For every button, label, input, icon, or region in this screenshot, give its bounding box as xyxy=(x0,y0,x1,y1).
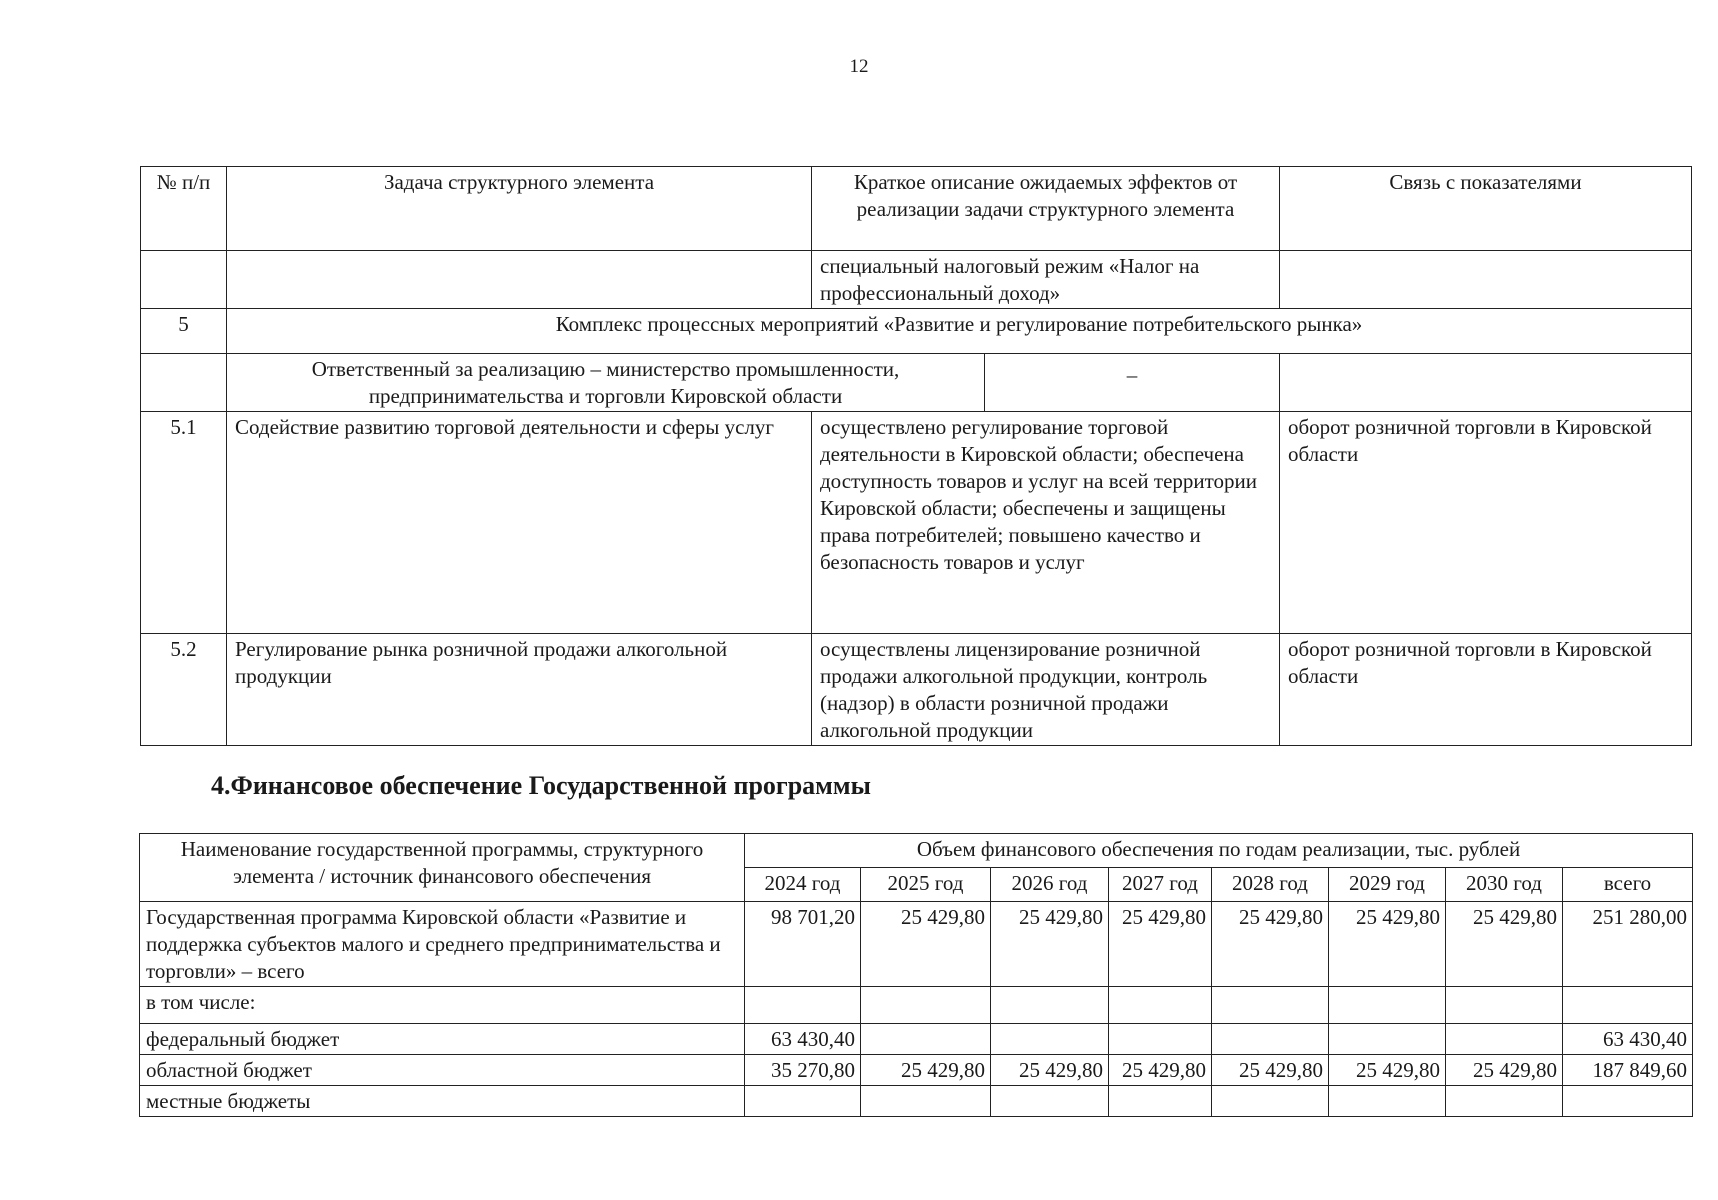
year-header: 2028 год xyxy=(1212,868,1329,902)
finance-value xyxy=(1109,987,1212,1024)
finance-value xyxy=(991,987,1109,1024)
finance-value: 25 429,80 xyxy=(1446,902,1563,987)
finance-value xyxy=(1446,1024,1563,1055)
finance-value xyxy=(1212,987,1329,1024)
section-num: 5 xyxy=(141,309,227,354)
finance-value xyxy=(1446,987,1563,1024)
finance-value xyxy=(745,1086,861,1117)
table-row xyxy=(140,1055,1693,1086)
row-effects: осуществлено регулирование торговой деятельности в Кировской области; обеспечена доступность товаров и услуг на всей территории Кировской области; обеспечены и защищены права потребителей; повышено качество и безопасность товаров и услуг xyxy=(812,412,1280,634)
row-num: 5.2 xyxy=(141,634,227,746)
structure-tasks-table xyxy=(140,166,1692,746)
finance-value xyxy=(1212,1024,1329,1055)
finance-value xyxy=(1563,987,1693,1024)
responsible-row xyxy=(141,354,1692,412)
year-header: 2027 год xyxy=(1109,868,1212,902)
finance-value: 25 429,80 xyxy=(861,902,991,987)
header-link: Связь с показателями xyxy=(1280,167,1692,251)
table-row xyxy=(141,634,1692,746)
table-row xyxy=(140,987,1693,1024)
row-effects: осуществлены лицензирование розничной продажи алкогольной продукции, контроль (надзор) в области розничной продажи алкогольной продукции xyxy=(812,634,1280,746)
finance-value: 25 429,80 xyxy=(1109,902,1212,987)
table-row xyxy=(141,251,1692,309)
finance-name-header: Наименование государственной программы, структурного элемента / источник финансового обеспечения xyxy=(140,834,745,902)
finance-value xyxy=(1212,1086,1329,1117)
finance-value: 251 280,00 xyxy=(1563,902,1693,987)
finance-value: 25 429,80 xyxy=(861,1055,991,1086)
header-effects: Краткое описание ожидаемых эффектов от реализации задачи структурного элемента xyxy=(812,167,1280,251)
empty-cell xyxy=(141,251,227,309)
finance-value: 25 429,80 xyxy=(1109,1055,1212,1086)
finance-value: 98 701,20 xyxy=(745,902,861,987)
finance-row-name: федеральный бюджет xyxy=(140,1024,745,1055)
responsible-dash: – xyxy=(1126,363,1138,387)
empty-cell xyxy=(1280,251,1692,309)
finance-value: 25 429,80 xyxy=(1329,1055,1446,1086)
finance-row-name: местные бюджеты xyxy=(140,1086,745,1117)
year-header: 2025 год xyxy=(861,868,991,902)
row-link: оборот розничной торговли в Кировской области xyxy=(1280,412,1692,634)
year-header: 2030 год xyxy=(1446,868,1563,902)
finance-value: 25 429,80 xyxy=(1212,902,1329,987)
finance-header-row xyxy=(140,834,1693,868)
finance-value: 25 429,80 xyxy=(1329,902,1446,987)
header-task: Задача структурного элемента xyxy=(227,167,812,251)
empty-cell xyxy=(227,251,812,309)
table-row xyxy=(140,902,1693,987)
continuation-effect: специальный налоговый режим «Налог на профессиональный доход» xyxy=(812,251,1280,309)
year-header: всего xyxy=(1563,868,1693,902)
table-row xyxy=(140,1024,1693,1055)
section-heading: 4.Финансовое обеспечение Государственной программы xyxy=(211,771,871,800)
finance-value: 25 429,80 xyxy=(1212,1055,1329,1086)
finance-value xyxy=(861,987,991,1024)
finance-value xyxy=(1329,1024,1446,1055)
finance-value xyxy=(861,1024,991,1055)
finance-value xyxy=(1329,1086,1446,1117)
header-num: № п/п xyxy=(141,167,227,251)
finance-value xyxy=(991,1086,1109,1117)
finance-value: 63 430,40 xyxy=(745,1024,861,1055)
year-header: 2024 год xyxy=(745,868,861,902)
finance-value xyxy=(1109,1086,1212,1117)
page-number: 12 xyxy=(849,56,869,77)
finance-row-name: областной бюджет xyxy=(140,1055,745,1086)
responsible-text: Ответственный за реализацию – министерство промышленности, предпринимательства и торговли Кировской области xyxy=(227,354,985,411)
empty-cell xyxy=(1280,354,1692,412)
finance-value xyxy=(1563,1086,1693,1117)
row-task: Регулирование рынка розничной продажи алкогольной продукции xyxy=(227,634,812,746)
finance-value xyxy=(1109,1024,1212,1055)
table-header-row xyxy=(141,167,1692,251)
finance-value: 25 429,80 xyxy=(1446,1055,1563,1086)
finance-value xyxy=(861,1086,991,1117)
finance-value: 25 429,80 xyxy=(991,902,1109,987)
empty-cell xyxy=(141,354,227,412)
section-title: Комплекс процессных мероприятий «Развитие и регулирование потребительского рынка» xyxy=(227,309,1692,354)
finance-value xyxy=(745,987,861,1024)
row-task: Содействие развитию торговой деятельности и сферы услуг xyxy=(227,412,812,634)
finance-value: 35 270,80 xyxy=(745,1055,861,1086)
finance-value: 25 429,80 xyxy=(991,1055,1109,1086)
finance-value: 187 849,60 xyxy=(1563,1055,1693,1086)
table-row xyxy=(140,1086,1693,1117)
year-header: 2029 год xyxy=(1329,868,1446,902)
section-row xyxy=(141,309,1692,354)
finance-volume-header: Объем финансового обеспечения по годам реализации, тыс. рублей xyxy=(745,834,1693,868)
finance-table xyxy=(139,833,1693,1117)
finance-value xyxy=(1329,987,1446,1024)
finance-value xyxy=(991,1024,1109,1055)
row-num: 5.1 xyxy=(141,412,227,634)
row-link: оборот розничной торговли в Кировской области xyxy=(1280,634,1692,746)
finance-value: 63 430,40 xyxy=(1563,1024,1693,1055)
finance-value xyxy=(1446,1086,1563,1117)
table-row xyxy=(141,412,1692,634)
finance-row-name: в том числе: xyxy=(140,987,745,1024)
finance-row-name: Государственная программа Кировской области «Развитие и поддержка субъектов малого и среднего предпринимательства и торговли» – всего xyxy=(140,902,745,987)
year-header: 2026 год xyxy=(991,868,1109,902)
